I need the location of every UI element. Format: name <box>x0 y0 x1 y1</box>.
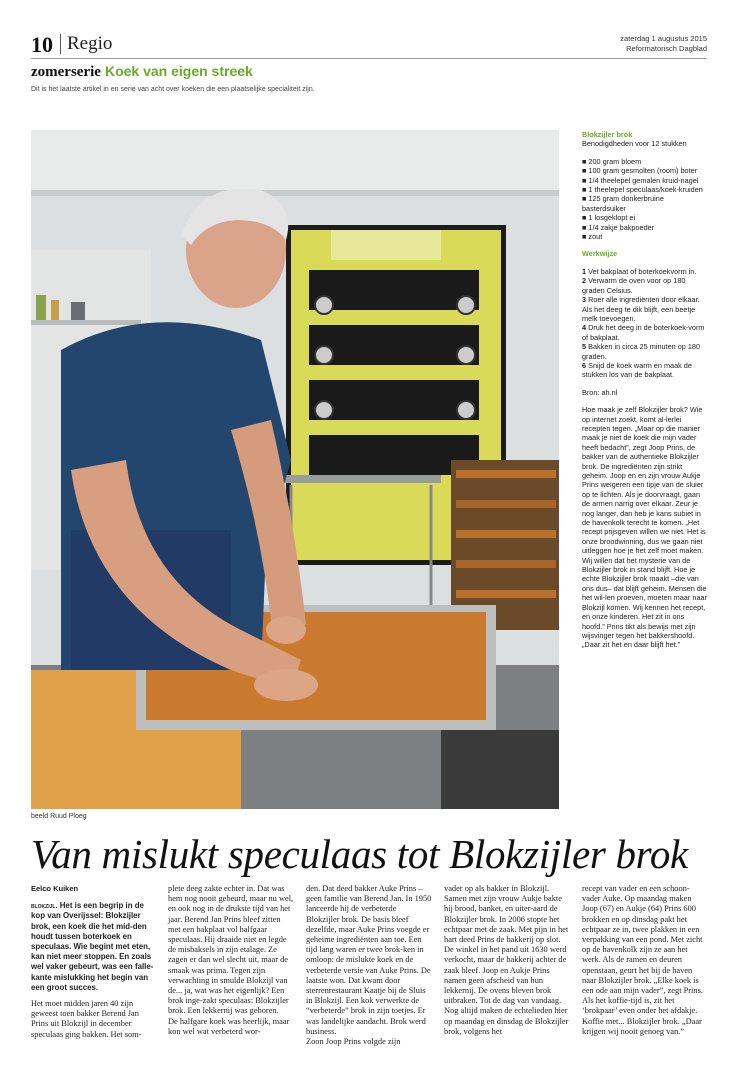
dateline-place: blokzijl. <box>31 901 58 911</box>
issue-date: zaterdag 1 augustus 2015 <box>620 34 707 43</box>
photo-illustration <box>31 130 559 809</box>
dateline <box>620 34 707 54</box>
ingredient-item: ■ 1/4 theelepel gemalen kruid-nagel <box>582 175 699 185</box>
header-divider <box>60 34 61 54</box>
step-number: 6 <box>582 360 587 370</box>
article-column-5 <box>582 884 708 1037</box>
article-column-1 <box>31 884 157 1040</box>
method-step <box>582 361 707 380</box>
ingredient-item: ■ 100 gram gesmolten (room) boter <box>582 166 698 176</box>
ingredient-item: ■ 125 gram donkerbruine basterdsuiker <box>582 194 664 213</box>
column-text: Het moet midden jaren 40 zijn geweest toen bakker Berend Jan Prins uit Blokzijl in december speculaas ging bakken. Het som- <box>31 999 142 1039</box>
step-text: Roer alle ingrediënten door elkaar. Als het deeg te dik blijft, een beetje melk toevoegen. <box>582 295 700 323</box>
ingredient-item: ■ 1/4 zakje bakpoeder <box>582 222 655 232</box>
method-step <box>582 295 707 323</box>
header-rule <box>31 58 707 59</box>
recipe-sidebar <box>582 130 707 650</box>
step-number: 4 <box>582 323 587 333</box>
recipe-source: Bron: ah.nl <box>582 387 618 397</box>
article-lede <box>31 901 157 993</box>
page-number: 10 <box>31 32 53 57</box>
column-text: den. Dat deed bakker Auke Prins – geen familie van Berend Jan. In 1950 lanceerde hij de verbeterde Blokzijler brok. De basis bleef dezelfde, maar Auke Prins voegde er geheime ingrediënten aan toe. Een tijd lang waren er twee brok-ken in omloop: de mislukte koek en de verbeterde versie van Auke Prins. De laatste won. Dat kwam door sterrenrestaurant Kaatje bij de Sluis in Blokzijl. Een kok verwerkte de “verbeterde” brok in zijn toetjes. Er was landelijke aandacht. Brok werd business. Zoon Joop Prins volgde zijn <box>306 884 432 1047</box>
series-heading <box>31 63 253 81</box>
step-number: 2 <box>582 276 587 286</box>
section-title: Regio <box>67 33 113 54</box>
series-intro: Dit is het laatste artikel in en serie van acht over koeken die een plaatselijke specialiteit zijn. <box>31 86 315 93</box>
article-headline: Van mislukt speculaas tot Blokzijler brok <box>31 831 688 877</box>
method-step <box>582 342 707 361</box>
step-text: Bakken in circa 25 minuten op 180 graden. <box>582 342 701 361</box>
ingredient-item: ■ 1 losgeklopt ei <box>582 213 636 223</box>
column-text: recept van vader en een schoon-vader Auke. Op maandag maken Joop (67) en Aukje (64) Prins 600 brokken en op dinsdag pakt het echtpaar ze in, twee plakken in een verpakking van een pond. Met zicht op de havenkolk zijn ze aan het werk. Als de ramen en deuren openstaan, geurt het bij de haven naar Blokzijler brok. „Elke koek is een ode aan mijn vader”, zegt Prins. Als het koffie-tijd is, zit het ‘brokpaar’ even onder het afdakje. Koffie met... Blokzijler brok. „Daar krijgen wij nooit genoeg van.” <box>582 884 703 1036</box>
step-number: 3 <box>582 295 587 305</box>
ingredient-item: ■ zout <box>582 232 603 242</box>
lede-text: Het is een begrip in de kop van Overijssel: Blokzijler brok, een koek die het mid-den houdt tussen boterkoek en speculaas. Wie begint met eten, kan niet meer stoppen. En zoals wel vaker gebeurt, was een falle-kante mislukking het begin van een groot succes. <box>31 901 154 992</box>
article-column-4 <box>444 884 570 1037</box>
method-step <box>582 267 707 276</box>
recipe-title: Blokzijler brok <box>582 130 633 139</box>
series-label: zomerserie <box>31 64 101 80</box>
method-step <box>582 276 707 295</box>
method-steps <box>582 267 707 380</box>
article-column-2 <box>168 884 294 1037</box>
series-title: Koek van eigen streek <box>104 63 253 79</box>
bakery-photo <box>31 130 559 809</box>
step-text: Verwarm de oven voor op 180 graden Celsius. <box>582 276 686 295</box>
step-number: 5 <box>582 342 587 352</box>
ingredient-item: ■ 1 theelepel speculaas/koek-kruiden <box>582 185 703 195</box>
newspaper-name: Reformatorisch Dagblad <box>626 44 707 53</box>
sidebar-story: Hoe maak je zelf Blokzijler brok? Wie op internet zoekt, komt al-lerlei recepten tegen. „Maar op die manier maak je niet de koek die mijn vader heeft bedacht”, zegt Joop Prins, de bakker van de authentieke Blokzijler brok. De ingrediënten zijn strikt geheim. Joop en en zijn vrouw Aukje Prins weigeren een tipje van de sluier op te lichten. Als je doorvraagt, gaan de armen narrig over elkaar. Zeur je nog langer, dan heb je kans subiet in de havenkolk terecht te komen. „Het recept prijsgeven willen we niet. Het is onze broodwinning, dus we gaan niet uitleggen hoe je het zelf moet maken. Wij willen dat het mysterie van de Blokzijler brok in stand blijft. Hoe je echte Blokzijler brok maakt –die van ons dus– dat blijft geheim. Mensen die het wil-len proeven, moeten maar naar Blokzijl komen. Wij kennen het recept, en onze kinderen. Het zit in ons hoofd.” Prins tikt als bewijs met zijn wijsvinger tegen het bakkershoofd. „Daar zit het en daar blijft het.” <box>582 405 707 650</box>
step-text: Vet bakplaat of boterkoekvorm in. <box>588 266 697 276</box>
ingredient-item: ■ 200 gram bloem <box>582 156 642 166</box>
article-column-3 <box>306 884 432 1047</box>
step-text: Snijd de koek warm en maak de stukken los van de bakplaat. <box>582 360 692 380</box>
column-text: plete deeg zakte echter in. Dat was hem nog nooit gebeurd, maar nu wel, en ook nog in de drukste tijd van het jaar. Berend Jan Prins bleef zitten met een bakplaat vol halfgaar speculaas. Hij draaide niet en legde de misbaksels in zijn etalage. Ze zagen er dan wel slecht uit, maar de smaak was prima. Tegen zijn verwachting in smulde Blokzijl van de... ja, wat was het eigenlijk? Een brok inge-zakt speculaas: Blokzijler brok. Een lekkernij was geboren. De halfgare koek was heerlijk, maar kon wel wat verbeterd wor- <box>168 884 294 1036</box>
method-title: Werkwijze <box>582 249 618 259</box>
byline: Eelco Kuiken <box>31 884 79 893</box>
ingredient-list <box>582 157 707 242</box>
step-text: Druk het deeg in de boterkoek-vorm of bakplaat. <box>582 323 705 342</box>
photo-credit: beeld Ruud Ploeg <box>31 813 87 820</box>
recipe-servings: Benodigdheden voor 12 stukken <box>582 139 687 149</box>
method-step <box>582 323 707 342</box>
column-text: vader op als bakker in Blokzijl. Samen met zijn vrouw Aukje bakte hij brood, banket, en uiter-aard de Blokzijler brok. In 2006 stopte het echtpaar met de zaak. Met pijn in het hart deed Prins de bakkerij op slot. De winkel in het pand uit 1630 werd verkocht, maar de bakkerij achter de zaak bleef. Joop en Aukje Prins namen geen afscheid van hun lekkernij. De ovens bleven brok uitbraken. Tot de dag van vandaag. Nog altijd maken de echtelieden hier op maandag en dinsdag de Blokzijler brok, volgens het <box>444 884 569 1036</box>
step-number: 1 <box>582 266 587 276</box>
